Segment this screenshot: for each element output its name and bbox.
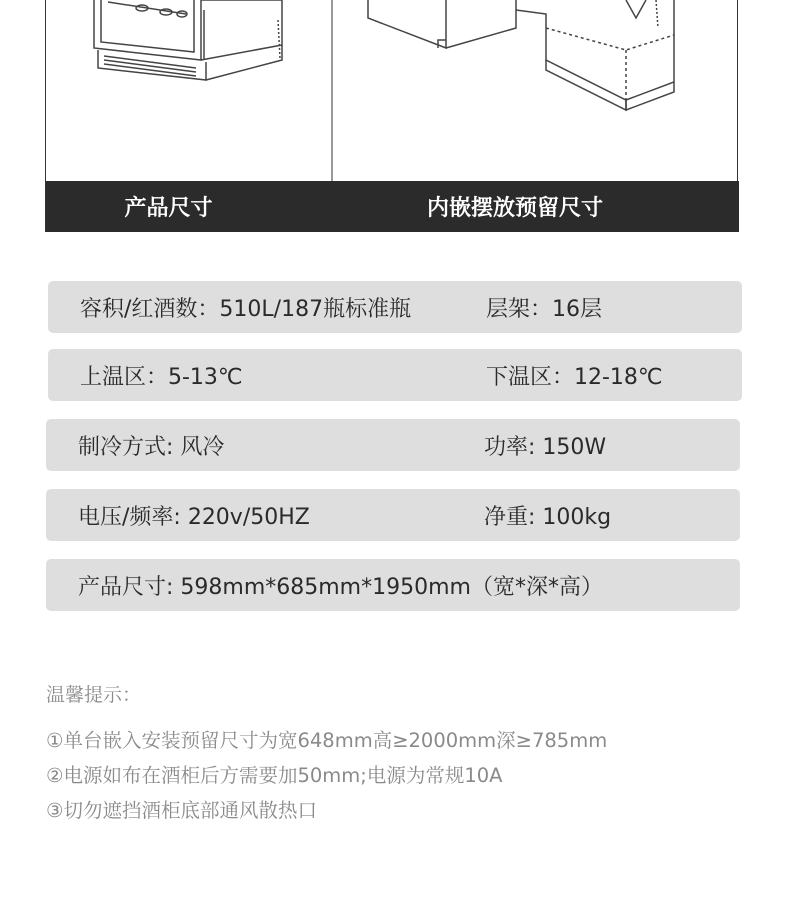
spec-dimensions: 产品尺寸: 598mm*685mm*1950mm（宽*深*高） [78, 574, 603, 600]
spec-lower-temp: 下温区：12-18℃ [486, 364, 663, 390]
spec-row-cooling [46, 419, 740, 471]
wine-cabinet-drawing [94, 0, 282, 80]
caption-install-size: 内嵌摆放预留尺寸 [426, 196, 603, 221]
spec-row-capacity [48, 281, 742, 333]
spec-row-temperature [48, 349, 742, 401]
diagram-panel [45, 0, 738, 232]
spec-power: 功率: 150W [484, 434, 607, 460]
spec-voltage: 电压/频率: 220v/50HZ [78, 504, 310, 530]
tip-item: ①单台嵌入安装预留尺寸为宽648mm高≥2000mm深≥785mm [46, 729, 608, 752]
spec-row-dimensions [46, 559, 740, 611]
spec-upper-temp: 上温区：5-13℃ [80, 364, 243, 390]
caption-product-size: 产品尺寸 [124, 196, 213, 221]
spec-row-voltage [46, 489, 740, 541]
install-drawing [368, 0, 674, 110]
spec-shelves: 层架：16层 [486, 296, 602, 322]
caption-bar [46, 181, 739, 232]
spec-cooling-method: 制冷方式: 风冷 [78, 434, 225, 460]
tip-item: ②电源如布在酒柜后方需要加50mm;电源为常规10A [46, 764, 503, 787]
tip-item: ③切勿遮挡酒柜底部通风散热口 [46, 799, 317, 822]
tips-title: 温馨提示： [46, 684, 142, 706]
spec-net-weight: 净重: 100kg [484, 504, 612, 530]
spec-capacity: 容积/红酒数：510L/187瓶标准瓶 [80, 296, 412, 322]
line-drawings [46, 0, 739, 182]
